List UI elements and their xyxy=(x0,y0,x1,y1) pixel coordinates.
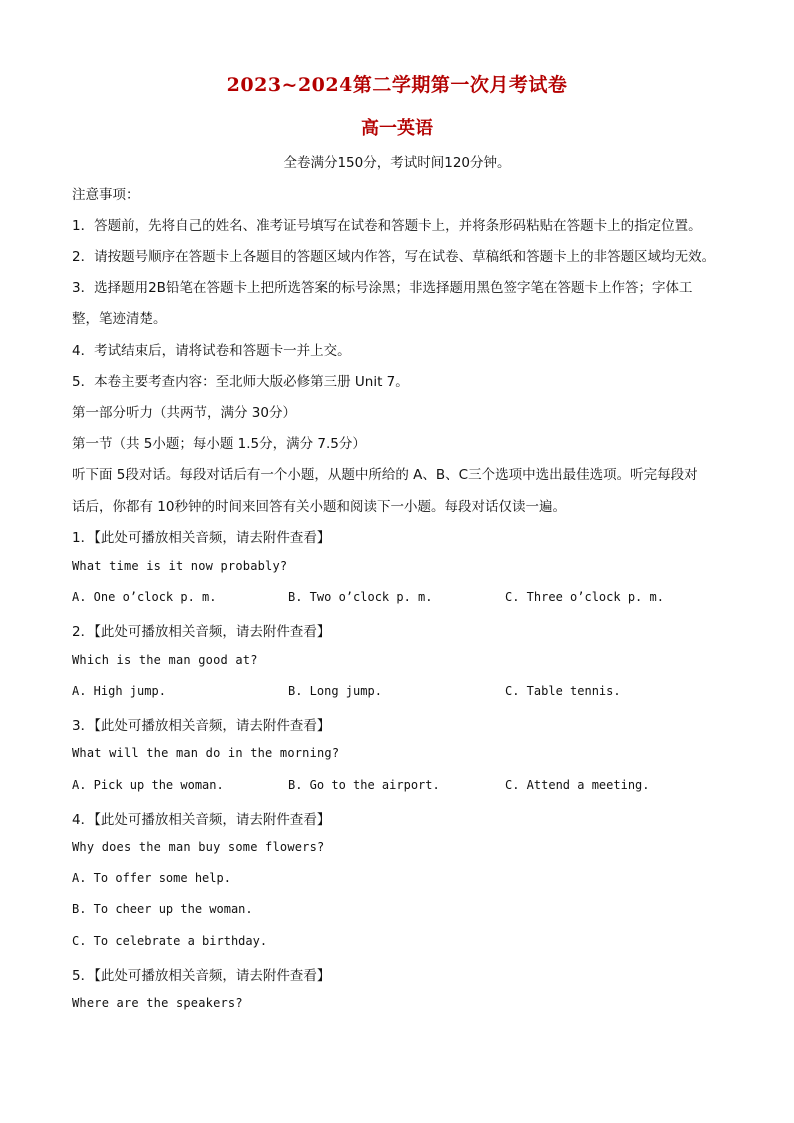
question-1: What time is it now probably? xyxy=(72,559,288,573)
section1-instruction: 听下面 5段对话。每段对话后有一个小题，从题中所给的 A、B、C三个选项中选出最佳选项。听完每段对 xyxy=(72,467,698,483)
q2-option-c: C. Table tennis. xyxy=(505,684,621,698)
subject-title: 高一英语 xyxy=(361,118,433,139)
note-item-4: 4．考试结束后，请将试卷和答题卡一并上交。 xyxy=(72,343,351,359)
audio-placeholder-1[interactable]: 1．【此处可播放相关音频，请去附件查看】 xyxy=(72,530,331,546)
q2-option-a: A. High jump. xyxy=(72,684,166,698)
section1-instruction-cont: 话后，你都有 10秒钟的时间来回答有关小题和阅读下一小题。每段对话仅读一遍。 xyxy=(72,499,566,515)
exam-title: 2023~2024第二学期第一次月考试卷 xyxy=(226,74,568,96)
audio-placeholder-3[interactable]: 3．【此处可播放相关音频，请去附件查看】 xyxy=(72,718,331,734)
q2-option-b: B. Long jump. xyxy=(288,684,382,698)
note-item-3-cont: 整，笔迹清楚。 xyxy=(72,311,167,327)
note-item-2: 2．请按题号顺序在答题卡上各题目的答题区域内作答，写在试卷、草稿纸和答题卡上的非答题区域均无效。 xyxy=(72,249,716,265)
q3-option-c: C. Attend a meeting. xyxy=(505,778,650,792)
notes-heading: 注意事项： xyxy=(72,187,140,203)
q3-option-a: A. Pick up the woman. xyxy=(72,778,224,792)
q3-option-b: B. Go to the airport. xyxy=(288,778,440,792)
q4-option-a: A. To offer some help. xyxy=(72,871,231,885)
exam-info: 全卷满分150分，考试时间120分钟。 xyxy=(283,155,511,171)
q4-option-c: C. To celebrate a birthday. xyxy=(72,934,268,948)
note-item-5: 5．本卷主要考查内容：至北师大版必修第三册 Unit 7。 xyxy=(72,374,409,390)
q4-option-b: B. To cheer up the woman. xyxy=(72,902,253,916)
q1-option-c: C. Three o’clock p. m. xyxy=(505,590,664,604)
q1-option-b: B. Two o’clock p. m. xyxy=(288,590,433,604)
question-4: Why does the man buy some flowers? xyxy=(72,840,325,854)
q1-option-a: A. One o’clock p. m. xyxy=(72,590,217,604)
note-item-3: 3．选择题用2B铅笔在答题卡上把所选答案的标号涂黑；非选择题用黑色签字笔在答题卡上作答；字体工 xyxy=(72,280,693,296)
question-3: What will the man do in the morning? xyxy=(72,746,340,760)
question-5: Where are the speakers? xyxy=(72,996,243,1010)
section1-heading: 第一节（共 5小题；每小题 1.5分，满分 7.5分） xyxy=(72,436,366,452)
audio-placeholder-5[interactable]: 5．【此处可播放相关音频，请去附件查看】 xyxy=(72,968,331,984)
audio-placeholder-2[interactable]: 2．【此处可播放相关音频，请去附件查看】 xyxy=(72,624,331,640)
part1-heading: 第一部分听力（共两节，满分 30分） xyxy=(72,405,296,421)
note-item-1: 1．答题前，先将自己的姓名、准考证号填写在试卷和答题卡上，并将条形码粘贴在答题卡上的指定位置。 xyxy=(72,218,702,234)
question-2: Which is the man good at? xyxy=(72,653,258,667)
audio-placeholder-4[interactable]: 4．【此处可播放相关音频，请去附件查看】 xyxy=(72,812,331,828)
